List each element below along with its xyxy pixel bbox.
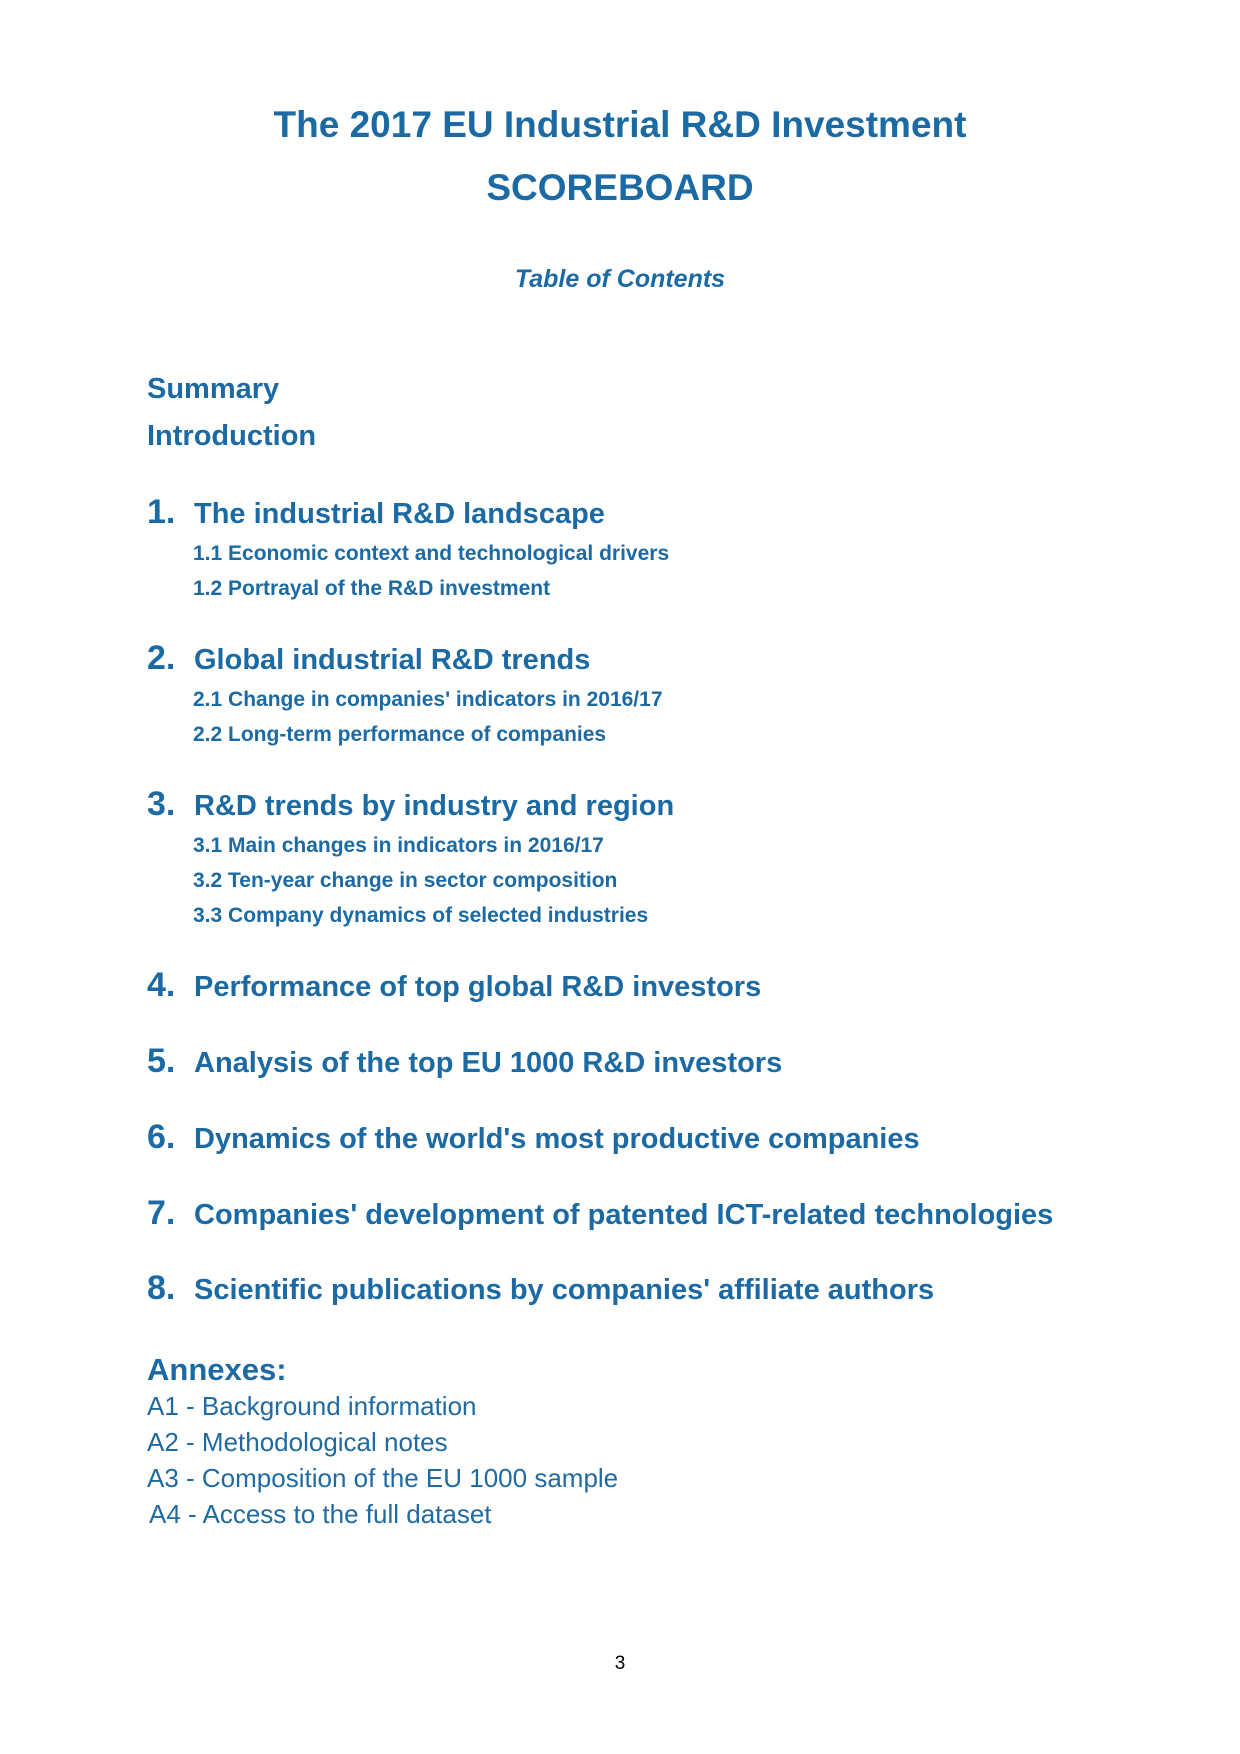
toc-chapter-5[interactable] xyxy=(147,1042,782,1081)
toc-section-2-1[interactable]: 2.1 Change in companies' indicators in 2016/17 xyxy=(193,688,663,711)
document-title-line-2: SCOREBOARD xyxy=(486,167,754,208)
table-of-contents-label: Table of Contents xyxy=(514,265,726,293)
toc-chapter-3[interactable] xyxy=(147,785,674,824)
toc-section-1-1[interactable]: 1.1 Economic context and technological drivers xyxy=(193,542,670,565)
chapter-title: Analysis of the top EU 1000 R&D investors xyxy=(194,1047,783,1079)
chapter-number: 1. xyxy=(147,493,176,531)
toc-chapter-7[interactable] xyxy=(147,1194,1053,1233)
chapter-title: R&D trends by industry and region xyxy=(194,790,675,822)
page-number: 3 xyxy=(614,1653,626,1674)
toc-annex-a1[interactable]: A1 - Background information xyxy=(147,1391,477,1421)
chapter-title: Global industrial R&D trends xyxy=(194,644,591,676)
chapter-number: 8. xyxy=(147,1269,176,1307)
toc-chapter-4[interactable] xyxy=(147,966,761,1005)
toc-section-2-2[interactable]: 2.2 Long-term performance of companies xyxy=(193,723,607,746)
toc-annex-a4[interactable]: A4 - Access to the full dataset xyxy=(149,1499,492,1529)
chapter-number: 2. xyxy=(147,639,176,677)
chapter-number: 7. xyxy=(147,1194,176,1232)
chapter-title: Companies' development of patented ICT-related technologies xyxy=(194,1199,1054,1231)
chapter-number: 3. xyxy=(147,785,176,823)
chapter-number: 4. xyxy=(147,966,176,1004)
chapter-title: Performance of top global R&D investors xyxy=(194,971,762,1003)
chapter-title: Dynamics of the world's most productive companies xyxy=(194,1123,920,1155)
toc-chapter-1[interactable] xyxy=(147,493,605,532)
chapter-number: 6. xyxy=(147,1118,176,1156)
toc-chapter-6[interactable] xyxy=(147,1118,920,1157)
toc-section-1-2[interactable]: 1.2 Portrayal of the R&D investment xyxy=(193,577,551,600)
toc-section-3-3[interactable]: 3.3 Company dynamics of selected industries xyxy=(193,904,649,927)
chapter-number: 5. xyxy=(147,1042,176,1080)
chapter-title: The industrial R&D landscape xyxy=(194,498,605,530)
toc-section-3-2[interactable]: 3.2 Ten-year change in sector composition xyxy=(193,869,618,892)
toc-summary-link[interactable]: Summary xyxy=(147,373,280,405)
chapter-title: Scientific publications by companies' affiliate authors xyxy=(194,1274,935,1306)
toc-section-3-1[interactable]: 3.1 Main changes in indicators in 2016/17 xyxy=(193,834,604,857)
toc-chapter-2[interactable] xyxy=(147,639,590,678)
document-title-line-1: The 2017 EU Industrial R&D Investment xyxy=(273,104,967,145)
toc-annex-a3[interactable]: A3 - Composition of the EU 1000 sample xyxy=(147,1463,619,1493)
toc-introduction-link[interactable]: Introduction xyxy=(147,420,317,452)
annexes-heading: Annexes: xyxy=(147,1352,287,1387)
toc-chapter-8[interactable] xyxy=(147,1269,934,1308)
toc-annex-a2[interactable]: A2 - Methodological notes xyxy=(147,1427,448,1457)
